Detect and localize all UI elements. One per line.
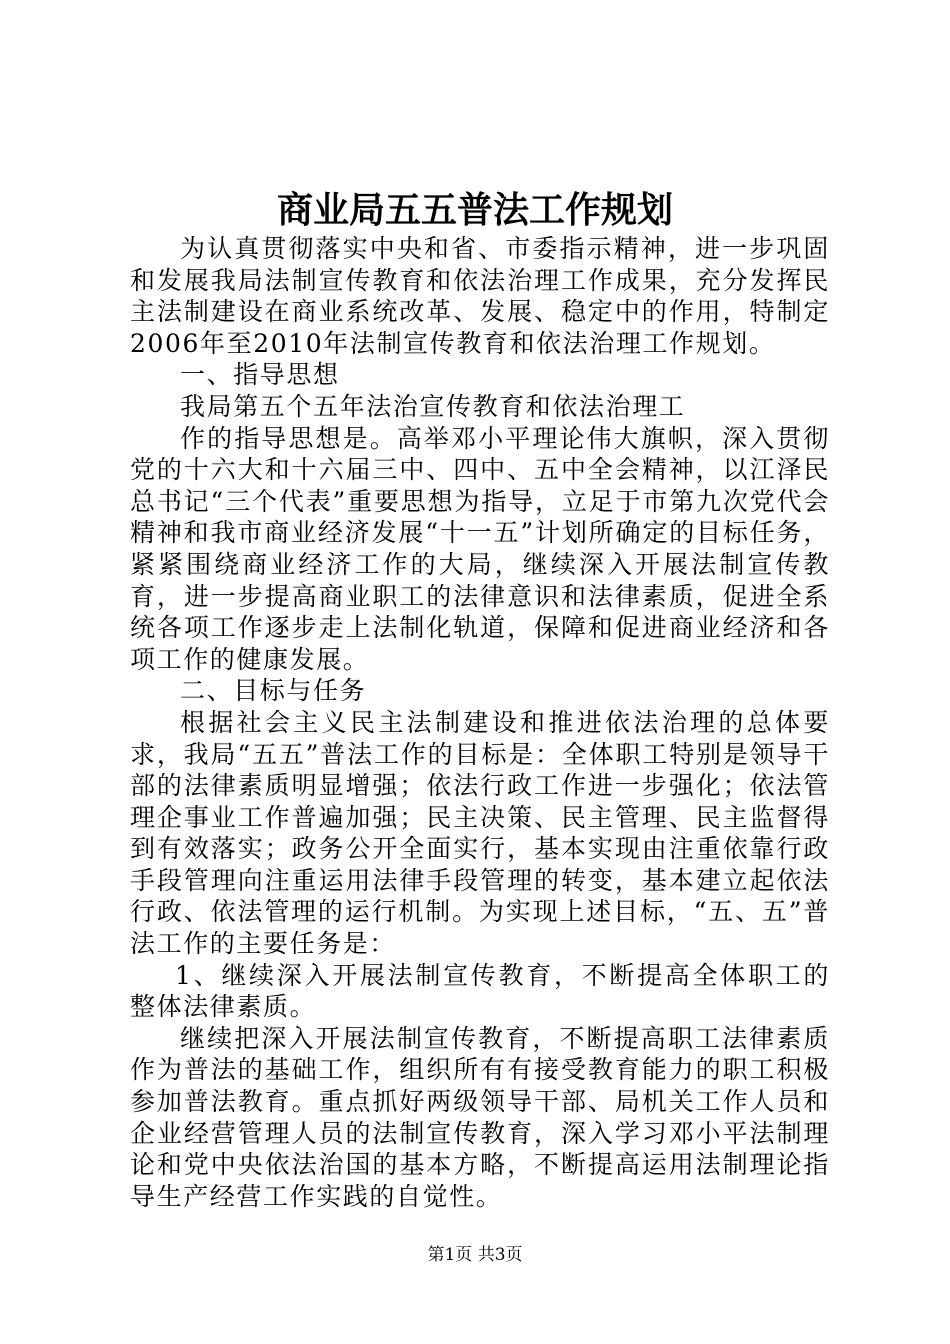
goals-paragraph: 根据社会主义民主法制建设和推进依法治理的总体要求，我局“五五”普法工作的目标是：全体职工特别是领导干部的法律素质明显增强；依法行政工作进一步强化；依法管理企事业工作普遍加强；民主决策、民主管理、民主监督得到有效落实；政务公开全面实行，基本实现由注重依靠行政手段管理向注重运用法律手段管理的转变，基本建立起依法行政、依法管理的运行机制。为实现上述目标，“五、五”普法工作的主要任务是：	[130, 707, 830, 959]
page-footer: 第1页 共3页	[427, 1245, 523, 1265]
guiding-thought-paragraph: 作的指导思想是。高举邓小平理论伟大旗帜，深入贯彻党的十六大和十六届三中、四中、五中全会精神，以江泽民总书记“三个代表”重要思想为指导，立足于市第九次党代会精神和我市商业经济发展“十一五”计划所确定的目标任务，紧紧围绕商业经济工作的大局，继续深入开展法制宣传教育，进一步提高商业职工的法律意识和法律素质，促进全系统各项工作逐步走上法制化轨道，保障和促进商业经济和各项工作的健康发展。	[130, 423, 830, 674]
section-heading-goals-tasks: 二、目标与任务	[180, 676, 367, 706]
task-1-heading: 1、继续深入开展法制宣传教育，不断提高全体职工的整体法律素质。	[130, 960, 830, 1022]
intro-paragraph: 为认真贯彻落实中央和省、市委指示精神，进一步巩固和发展我局法制宣传教育和依法治理工作成果，充分发挥民主法制建设在商业系统改革、发展、稳定中的作用，特制定2006年至2010年法制宣传教育和依法治理工作规划。	[130, 234, 830, 358]
document-body	[130, 233, 830, 1212]
task-1-paragraph: 继续把深入开展法制宣传教育，不断提高职工法律素质作为普法的基础工作，组织所有有接受教育能力的职工积极参加普法教育。重点抓好两级领导干部、局机关工作人员和企业经营管理人员的法制宣传教育，深入学习邓小平法制理论和党中央依法治国的基本方略，不断提高运用法制理论指导生产经营工作实践的自觉性。	[130, 1023, 830, 1211]
section-heading-guiding-thought: 一、指导思想	[180, 360, 340, 390]
document-title: 商业局五五普法工作规划	[276, 189, 673, 231]
guiding-thought-lead-line: 我局第五个五年法治宣传教育和依法治理工	[180, 391, 686, 421]
